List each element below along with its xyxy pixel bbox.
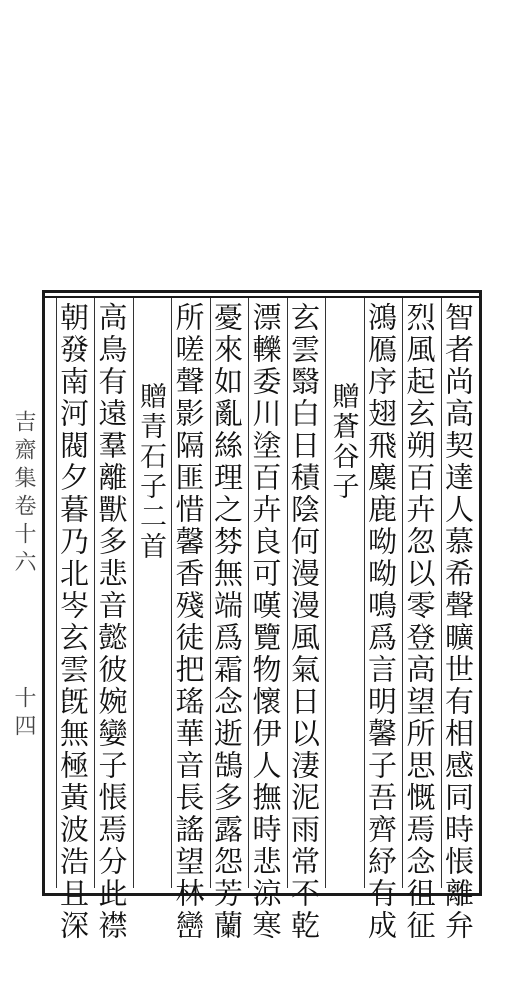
text-column: 漂轢委川塗百卉良可嘆覽物懷伊人撫時悲涼寒	[248, 302, 283, 942]
margin-title: 吉齋集卷十六	[11, 410, 36, 578]
text-column: 朝發南河閥夕暮乃北岑玄雲旣無極黃波浩且深	[56, 302, 90, 942]
text-column: 鴻鴈序翅飛麋鹿呦呦鳴爲言明馨子吾齊紓有成	[364, 302, 398, 942]
margin-leaf-number: 十四	[11, 686, 36, 742]
text-column: 智者尚高契達人慕希聲曠世有相感同時悵離弁	[441, 302, 475, 942]
text-column: 憂來如亂絲理之棼無端爲霜念逝鵠多露怨芳蘭	[210, 302, 244, 942]
poem-title-column: 贈青石子二首	[135, 382, 166, 562]
poem-title-column: 贈蒼谷子	[327, 382, 359, 502]
text-column: 高鳥有遠羣離獸多悲音懿彼婉孌子悵焉分此襟	[94, 302, 129, 942]
text-column: 烈風起玄朔百卉忽以零登高望所思慨焉念徂征	[402, 302, 437, 942]
text-column: 玄雲翳白日積陰何漫漫風氣日以淒泥雨常不乾	[287, 302, 321, 942]
frame-top-rule	[42, 296, 482, 298]
text-column: 所嗟聲影隔匪惜馨香殘徒把瑤華音長謠望林巒	[171, 302, 206, 942]
margin-strip	[6, 410, 40, 880]
